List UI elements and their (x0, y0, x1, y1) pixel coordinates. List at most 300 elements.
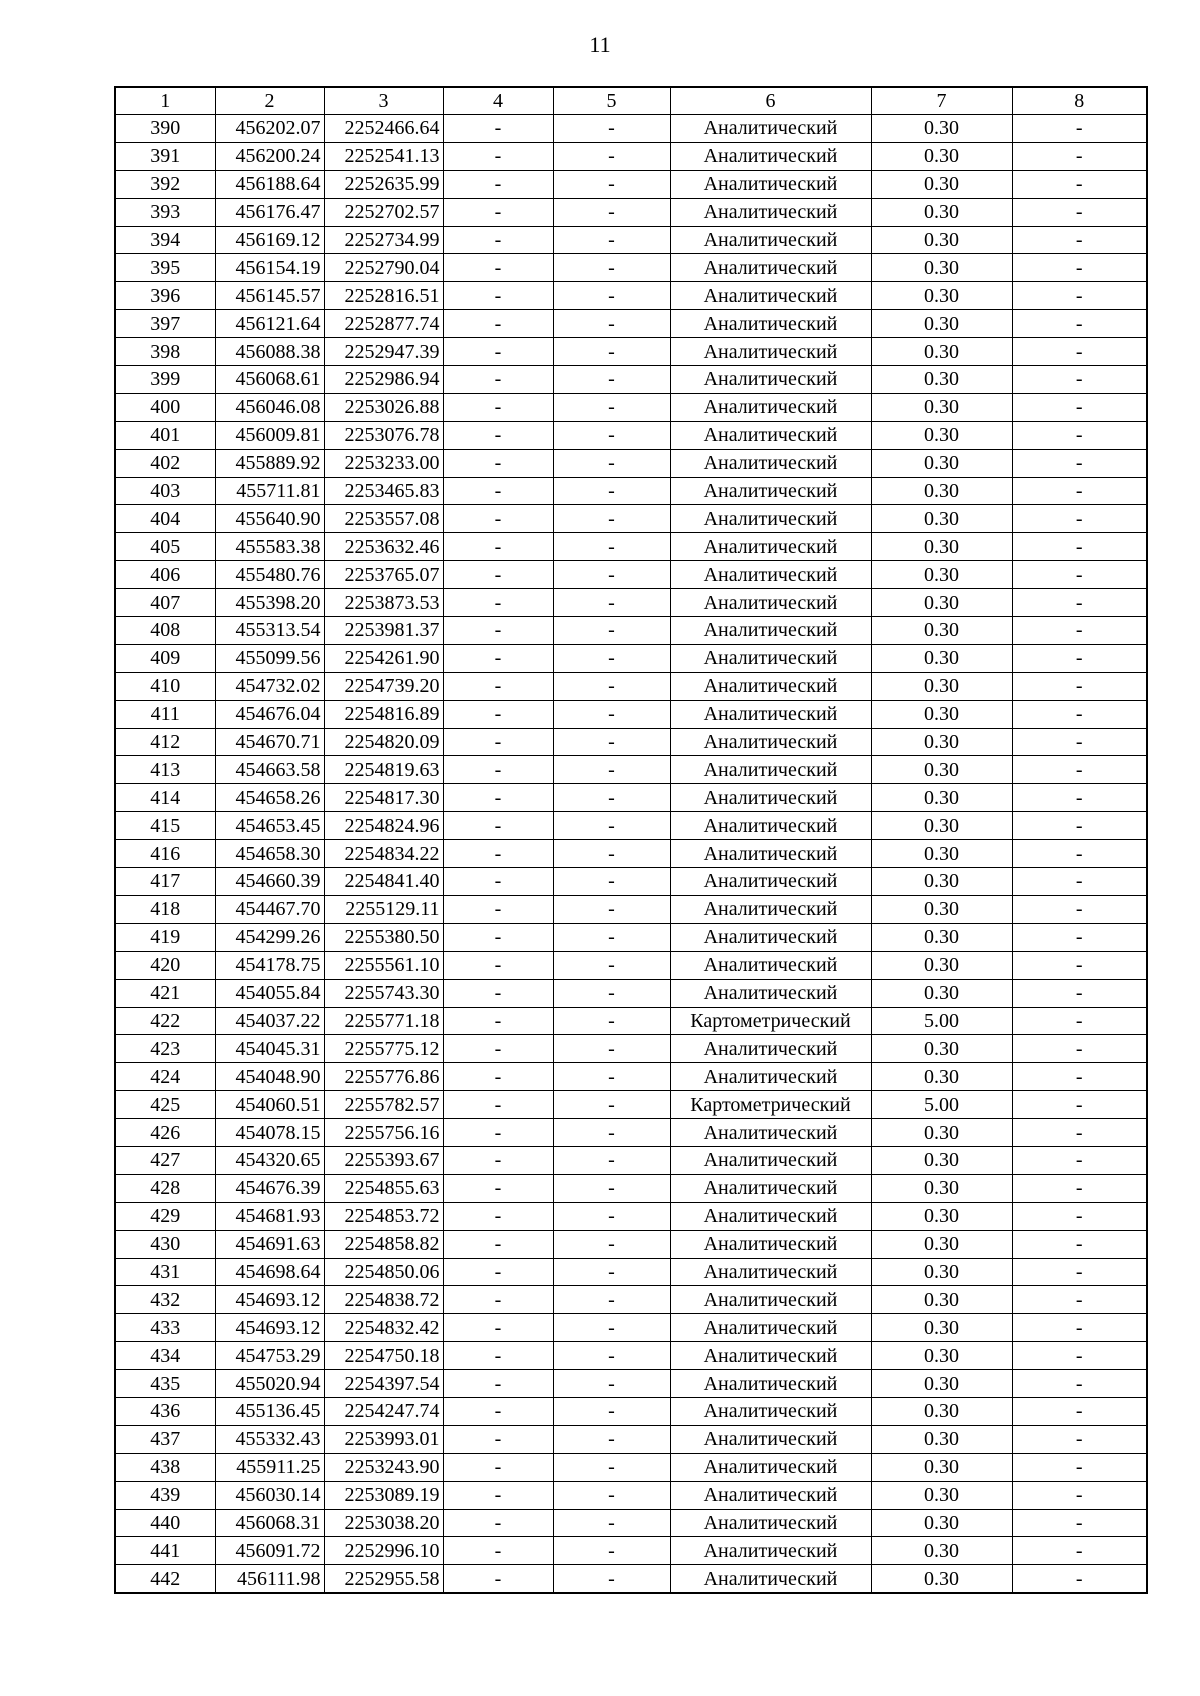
table-row (115, 254, 1147, 282)
point-number-cell: 391 (115, 142, 215, 170)
col8-cell: - (1012, 700, 1147, 728)
method-cell: Аналитический (670, 756, 871, 784)
method-cell: Аналитический (670, 533, 871, 561)
col4-cell: - (443, 784, 553, 812)
col5-cell: - (553, 728, 670, 756)
accuracy-cell: 0.30 (871, 756, 1012, 784)
col4-cell: - (443, 170, 553, 198)
page-number: 11 (589, 32, 611, 57)
y-coordinate-cell: 2254834.22 (324, 840, 443, 868)
col8-cell: - (1012, 617, 1147, 645)
point-number-cell: 403 (115, 477, 215, 505)
table-row (115, 226, 1147, 254)
col4-cell: - (443, 421, 553, 449)
col5-cell: - (553, 923, 670, 951)
table-row (115, 1063, 1147, 1091)
col4-cell: - (443, 1174, 553, 1202)
point-number-cell: 429 (115, 1202, 215, 1230)
col5-cell: - (553, 1202, 670, 1230)
col8-cell: - (1012, 784, 1147, 812)
point-number-cell: 404 (115, 505, 215, 533)
point-number-cell: 396 (115, 282, 215, 310)
accuracy-cell: 0.30 (871, 589, 1012, 617)
point-number-cell: 393 (115, 198, 215, 226)
coordinates-table (114, 86, 1148, 1594)
point-number-cell: 439 (115, 1481, 215, 1509)
point-number-cell: 420 (115, 951, 215, 979)
col5-cell: - (553, 198, 670, 226)
x-coordinate-cell: 455711.81 (215, 477, 324, 505)
y-coordinate-cell: 2255771.18 (324, 1007, 443, 1035)
column-header: 2 (215, 87, 324, 115)
col8-cell: - (1012, 1230, 1147, 1258)
point-number-cell: 408 (115, 617, 215, 645)
table-row (115, 1397, 1147, 1425)
point-number-cell: 422 (115, 1007, 215, 1035)
accuracy-cell: 0.30 (871, 840, 1012, 868)
method-cell: Аналитический (670, 1035, 871, 1063)
col5-cell: - (553, 644, 670, 672)
y-coordinate-cell: 2254817.30 (324, 784, 443, 812)
col5-cell: - (553, 1007, 670, 1035)
accuracy-cell: 0.30 (871, 672, 1012, 700)
col8-cell: - (1012, 310, 1147, 338)
y-coordinate-cell: 2252877.74 (324, 310, 443, 338)
method-cell: Аналитический (670, 1537, 871, 1565)
x-coordinate-cell: 454663.58 (215, 756, 324, 784)
table-row (115, 477, 1147, 505)
y-coordinate-cell: 2253233.00 (324, 449, 443, 477)
col4-cell: - (443, 1063, 553, 1091)
table-row (115, 1370, 1147, 1398)
point-number-cell: 397 (115, 310, 215, 338)
col4-cell: - (443, 449, 553, 477)
y-coordinate-cell: 2255743.30 (324, 979, 443, 1007)
col8-cell: - (1012, 1174, 1147, 1202)
x-coordinate-cell: 454691.63 (215, 1230, 324, 1258)
x-coordinate-cell: 454660.39 (215, 868, 324, 896)
point-number-cell: 433 (115, 1314, 215, 1342)
col4-cell: - (443, 282, 553, 310)
accuracy-cell: 5.00 (871, 1091, 1012, 1119)
col8-cell: - (1012, 421, 1147, 449)
point-number-cell: 413 (115, 756, 215, 784)
accuracy-cell: 5.00 (871, 1007, 1012, 1035)
x-coordinate-cell: 454037.22 (215, 1007, 324, 1035)
y-coordinate-cell: 2252790.04 (324, 254, 443, 282)
accuracy-cell: 0.30 (871, 1174, 1012, 1202)
y-coordinate-cell: 2255393.67 (324, 1146, 443, 1174)
point-number-cell: 402 (115, 449, 215, 477)
method-cell: Аналитический (670, 644, 871, 672)
col4-cell: - (443, 310, 553, 338)
table-row (115, 505, 1147, 533)
method-cell: Аналитический (670, 254, 871, 282)
col4-cell: - (443, 812, 553, 840)
col4-cell: - (443, 338, 553, 366)
col5-cell: - (553, 254, 670, 282)
col4-cell: - (443, 840, 553, 868)
accuracy-cell: 0.30 (871, 1537, 1012, 1565)
point-number-cell: 416 (115, 840, 215, 868)
column-header: 4 (443, 87, 553, 115)
table-row (115, 840, 1147, 868)
y-coordinate-cell: 2254824.96 (324, 812, 443, 840)
accuracy-cell: 0.30 (871, 1481, 1012, 1509)
accuracy-cell: 0.30 (871, 338, 1012, 366)
col8-cell: - (1012, 1202, 1147, 1230)
col5-cell: - (553, 477, 670, 505)
col8-cell: - (1012, 366, 1147, 394)
accuracy-cell: 0.30 (871, 1425, 1012, 1453)
method-cell: Аналитический (670, 1202, 871, 1230)
col5-cell: - (553, 1370, 670, 1398)
method-cell: Аналитический (670, 115, 871, 143)
method-cell: Аналитический (670, 477, 871, 505)
method-cell: Аналитический (670, 589, 871, 617)
method-cell: Аналитический (670, 421, 871, 449)
method-cell: Аналитический (670, 812, 871, 840)
col8-cell: - (1012, 1537, 1147, 1565)
col8-cell: - (1012, 1481, 1147, 1509)
method-cell: Картометрический (670, 1007, 871, 1035)
accuracy-cell: 0.30 (871, 254, 1012, 282)
col8-cell: - (1012, 840, 1147, 868)
point-number-cell: 434 (115, 1342, 215, 1370)
accuracy-cell: 0.30 (871, 533, 1012, 561)
col8-cell: - (1012, 644, 1147, 672)
col5-cell: - (553, 979, 670, 1007)
column-header: 6 (670, 87, 871, 115)
x-coordinate-cell: 454732.02 (215, 672, 324, 700)
col4-cell: - (443, 1425, 553, 1453)
col5-cell: - (553, 282, 670, 310)
col4-cell: - (443, 477, 553, 505)
x-coordinate-cell: 454320.65 (215, 1146, 324, 1174)
col4-cell: - (443, 923, 553, 951)
col8-cell: - (1012, 1007, 1147, 1035)
col5-cell: - (553, 1230, 670, 1258)
accuracy-cell: 0.30 (871, 393, 1012, 421)
accuracy-cell: 0.30 (871, 1035, 1012, 1063)
point-number-cell: 421 (115, 979, 215, 1007)
method-cell: Аналитический (670, 784, 871, 812)
point-number-cell: 436 (115, 1397, 215, 1425)
x-coordinate-cell: 456169.12 (215, 226, 324, 254)
y-coordinate-cell: 2254739.20 (324, 672, 443, 700)
method-cell: Аналитический (670, 561, 871, 589)
y-coordinate-cell: 2255776.86 (324, 1063, 443, 1091)
col8-cell: - (1012, 505, 1147, 533)
accuracy-cell: 0.30 (871, 1370, 1012, 1398)
y-coordinate-cell: 2254832.42 (324, 1314, 443, 1342)
y-coordinate-cell: 2252986.94 (324, 366, 443, 394)
accuracy-cell: 0.30 (871, 1565, 1012, 1593)
x-coordinate-cell: 454681.93 (215, 1202, 324, 1230)
x-coordinate-cell: 454299.26 (215, 923, 324, 951)
accuracy-cell: 0.30 (871, 310, 1012, 338)
accuracy-cell: 0.30 (871, 449, 1012, 477)
y-coordinate-cell: 2254858.82 (324, 1230, 443, 1258)
x-coordinate-cell: 454693.12 (215, 1314, 324, 1342)
accuracy-cell: 0.30 (871, 1146, 1012, 1174)
point-number-cell: 423 (115, 1035, 215, 1063)
y-coordinate-cell: 2253765.07 (324, 561, 443, 589)
col8-cell: - (1012, 449, 1147, 477)
col4-cell: - (443, 1230, 553, 1258)
col5-cell: - (553, 868, 670, 896)
col4-cell: - (443, 393, 553, 421)
table-row (115, 1035, 1147, 1063)
x-coordinate-cell: 454658.26 (215, 784, 324, 812)
col4-cell: - (443, 1370, 553, 1398)
method-cell: Аналитический (670, 1119, 871, 1147)
table-row (115, 338, 1147, 366)
table-row (115, 170, 1147, 198)
x-coordinate-cell: 456068.31 (215, 1509, 324, 1537)
point-number-cell: 417 (115, 868, 215, 896)
method-cell: Аналитический (670, 700, 871, 728)
accuracy-cell: 0.30 (871, 1342, 1012, 1370)
method-cell: Аналитический (670, 1314, 871, 1342)
table-row (115, 1509, 1147, 1537)
col4-cell: - (443, 1481, 553, 1509)
col5-cell: - (553, 366, 670, 394)
y-coordinate-cell: 2254397.54 (324, 1370, 443, 1398)
col5-cell: - (553, 1258, 670, 1286)
accuracy-cell: 0.30 (871, 784, 1012, 812)
col4-cell: - (443, 142, 553, 170)
col8-cell: - (1012, 282, 1147, 310)
col5-cell: - (553, 310, 670, 338)
method-cell: Аналитический (670, 979, 871, 1007)
accuracy-cell: 0.30 (871, 1397, 1012, 1425)
x-coordinate-cell: 454048.90 (215, 1063, 324, 1091)
accuracy-cell: 0.30 (871, 644, 1012, 672)
col8-cell: - (1012, 1425, 1147, 1453)
x-coordinate-cell: 454055.84 (215, 979, 324, 1007)
point-number-cell: 392 (115, 170, 215, 198)
point-number-cell: 424 (115, 1063, 215, 1091)
y-coordinate-cell: 2253076.78 (324, 421, 443, 449)
method-cell: Аналитический (670, 1481, 871, 1509)
point-number-cell: 442 (115, 1565, 215, 1593)
point-number-cell: 419 (115, 923, 215, 951)
col8-cell: - (1012, 923, 1147, 951)
point-number-cell: 415 (115, 812, 215, 840)
column-header: 3 (324, 87, 443, 115)
y-coordinate-cell: 2255756.16 (324, 1119, 443, 1147)
table-row (115, 756, 1147, 784)
col8-cell: - (1012, 868, 1147, 896)
accuracy-cell: 0.30 (871, 115, 1012, 143)
y-coordinate-cell: 2254838.72 (324, 1286, 443, 1314)
x-coordinate-cell: 456009.81 (215, 421, 324, 449)
col4-cell: - (443, 1286, 553, 1314)
col5-cell: - (553, 421, 670, 449)
y-coordinate-cell: 2252466.64 (324, 115, 443, 143)
accuracy-cell: 0.30 (871, 1509, 1012, 1537)
method-cell: Аналитический (670, 1509, 871, 1537)
table-row (115, 1453, 1147, 1481)
y-coordinate-cell: 2253981.37 (324, 617, 443, 645)
y-coordinate-cell: 2252955.58 (324, 1565, 443, 1593)
col8-cell: - (1012, 115, 1147, 143)
col5-cell: - (553, 533, 670, 561)
col4-cell: - (443, 1035, 553, 1063)
y-coordinate-cell: 2255129.11 (324, 895, 443, 923)
y-coordinate-cell: 2255380.50 (324, 923, 443, 951)
col8-cell: - (1012, 756, 1147, 784)
point-number-cell: 430 (115, 1230, 215, 1258)
col5-cell: - (553, 589, 670, 617)
method-cell: Аналитический (670, 1063, 871, 1091)
y-coordinate-cell: 2254750.18 (324, 1342, 443, 1370)
x-coordinate-cell: 455332.43 (215, 1425, 324, 1453)
x-coordinate-cell: 456200.24 (215, 142, 324, 170)
x-coordinate-cell: 456121.64 (215, 310, 324, 338)
y-coordinate-cell: 2252816.51 (324, 282, 443, 310)
x-coordinate-cell: 455136.45 (215, 1397, 324, 1425)
col8-cell: - (1012, 1453, 1147, 1481)
column-header: 8 (1012, 87, 1147, 115)
y-coordinate-cell: 2253632.46 (324, 533, 443, 561)
col5-cell: - (553, 1035, 670, 1063)
col5-cell: - (553, 1481, 670, 1509)
x-coordinate-cell: 456202.07 (215, 115, 324, 143)
col4-cell: - (443, 533, 553, 561)
point-number-cell: 431 (115, 1258, 215, 1286)
y-coordinate-cell: 2255561.10 (324, 951, 443, 979)
method-cell: Аналитический (670, 868, 871, 896)
col4-cell: - (443, 868, 553, 896)
col5-cell: - (553, 1565, 670, 1593)
accuracy-cell: 0.30 (871, 1119, 1012, 1147)
point-number-cell: 412 (115, 728, 215, 756)
col8-cell: - (1012, 142, 1147, 170)
accuracy-cell: 0.30 (871, 1258, 1012, 1286)
col5-cell: - (553, 700, 670, 728)
table-row (115, 672, 1147, 700)
col5-cell: - (553, 1174, 670, 1202)
method-cell: Аналитический (670, 1258, 871, 1286)
table-row (115, 589, 1147, 617)
y-coordinate-cell: 2253465.83 (324, 477, 443, 505)
method-cell: Аналитический (670, 728, 871, 756)
col5-cell: - (553, 672, 670, 700)
method-cell: Аналитический (670, 1286, 871, 1314)
column-header: 5 (553, 87, 670, 115)
point-number-cell: 411 (115, 700, 215, 728)
method-cell: Аналитический (670, 282, 871, 310)
point-number-cell: 399 (115, 366, 215, 394)
accuracy-cell: 0.30 (871, 700, 1012, 728)
point-number-cell: 406 (115, 561, 215, 589)
col8-cell: - (1012, 951, 1147, 979)
header-row (115, 87, 1147, 115)
accuracy-cell: 0.30 (871, 868, 1012, 896)
y-coordinate-cell: 2254855.63 (324, 1174, 443, 1202)
table-row (115, 1314, 1147, 1342)
point-number-cell: 401 (115, 421, 215, 449)
method-cell: Аналитический (670, 895, 871, 923)
col4-cell: - (443, 700, 553, 728)
y-coordinate-cell: 2253557.08 (324, 505, 443, 533)
y-coordinate-cell: 2252541.13 (324, 142, 443, 170)
table-row (115, 1537, 1147, 1565)
x-coordinate-cell: 454178.75 (215, 951, 324, 979)
col5-cell: - (553, 505, 670, 533)
accuracy-cell: 0.30 (871, 282, 1012, 310)
accuracy-cell: 0.30 (871, 477, 1012, 505)
method-cell: Аналитический (670, 226, 871, 254)
method-cell: Аналитический (670, 1453, 871, 1481)
method-cell: Аналитический (670, 672, 871, 700)
x-coordinate-cell: 455911.25 (215, 1453, 324, 1481)
col5-cell: - (553, 951, 670, 979)
y-coordinate-cell: 2254819.63 (324, 756, 443, 784)
method-cell: Аналитический (670, 1230, 871, 1258)
col4-cell: - (443, 115, 553, 143)
col5-cell: - (553, 1063, 670, 1091)
y-coordinate-cell: 2254850.06 (324, 1258, 443, 1286)
point-number-cell: 418 (115, 895, 215, 923)
col5-cell: - (553, 784, 670, 812)
point-number-cell: 435 (115, 1370, 215, 1398)
col4-cell: - (443, 1119, 553, 1147)
col5-cell: - (553, 617, 670, 645)
table-row (115, 700, 1147, 728)
point-number-cell: 400 (115, 393, 215, 421)
col8-cell: - (1012, 1565, 1147, 1593)
point-number-cell: 432 (115, 1286, 215, 1314)
col5-cell: - (553, 1146, 670, 1174)
table-row (115, 868, 1147, 896)
accuracy-cell: 0.30 (871, 561, 1012, 589)
x-coordinate-cell: 454670.71 (215, 728, 324, 756)
x-coordinate-cell: 454060.51 (215, 1091, 324, 1119)
col5-cell: - (553, 1397, 670, 1425)
col5-cell: - (553, 1425, 670, 1453)
y-coordinate-cell: 2253038.20 (324, 1509, 443, 1537)
col5-cell: - (553, 170, 670, 198)
x-coordinate-cell: 455020.94 (215, 1370, 324, 1398)
table-row (115, 784, 1147, 812)
col4-cell: - (443, 561, 553, 589)
table-row (115, 1174, 1147, 1202)
col8-cell: - (1012, 1286, 1147, 1314)
x-coordinate-cell: 456145.57 (215, 282, 324, 310)
col5-cell: - (553, 393, 670, 421)
col4-cell: - (443, 617, 553, 645)
table-row (115, 728, 1147, 756)
method-cell: Аналитический (670, 142, 871, 170)
method-cell: Аналитический (670, 338, 871, 366)
y-coordinate-cell: 2254247.74 (324, 1397, 443, 1425)
x-coordinate-cell: 455099.56 (215, 644, 324, 672)
method-cell: Аналитический (670, 366, 871, 394)
accuracy-cell: 0.30 (871, 812, 1012, 840)
col8-cell: - (1012, 895, 1147, 923)
accuracy-cell: 0.30 (871, 1314, 1012, 1342)
point-number-cell: 395 (115, 254, 215, 282)
point-number-cell: 407 (115, 589, 215, 617)
x-coordinate-cell: 456068.61 (215, 366, 324, 394)
table-row (115, 561, 1147, 589)
x-coordinate-cell: 454467.70 (215, 895, 324, 923)
col8-cell: - (1012, 561, 1147, 589)
table-row (115, 1258, 1147, 1286)
